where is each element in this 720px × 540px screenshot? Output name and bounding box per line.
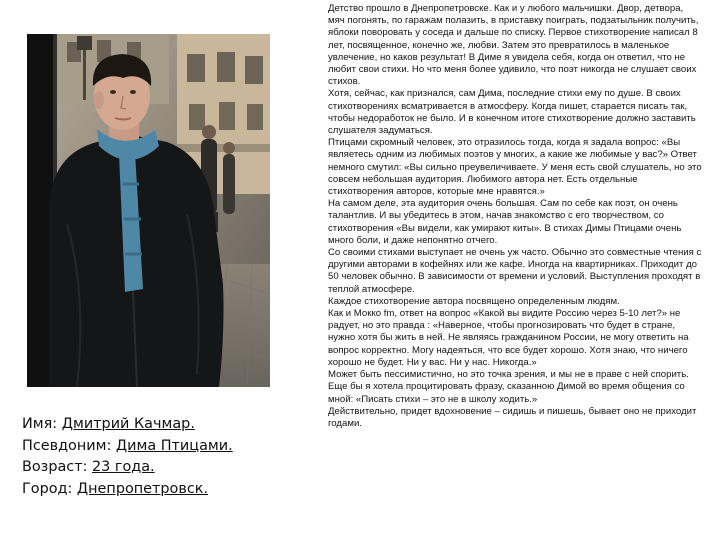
portrait-illustration [27,34,270,387]
age-label: Возраст: [22,459,88,475]
pseudonym-value: Дима Птицами. [115,437,233,454]
article-paragraph: На самом деле, эта аудитория очень большая. Сам по себе как поэт, он очень талантлив. И вы убедитесь в этом, начав знакомство с его творчеством, со стихотворения «Вы видели, как умирают киты». В стихах Димы Птицами очень много боли, и даже непонятно отчего. [328,198,682,246]
pseudonym-label: Псевдоним: [22,437,112,454]
profile-age-line [22,457,272,479]
portrait-photo [27,34,270,387]
age-value: 23 года. [92,459,155,475]
city-label: Город: [22,480,73,497]
article-paragraph: Птицами скромный человек, это отразилось тогда, когда я задала вопрос: «Вы являетесь одним из любимых поэтов у многих, а какие же любимые у вас?» Ответ немного смутил: «Вы сильно преувеличиваете. У меня есть свой слушатель, но это совсем небольшая аудитория. Любимого автора нет. Есть отдельные стихотворения авторов, которые мне нравятся.» [328,137,702,198]
profile-info [22,414,272,500]
profile-city-line [22,479,272,501]
article-paragraph: Детство прошло в Днепропетровске. Как и у любого мальчишки. Двор, детвора, мяч погонять, по гаражам полазить, в приставку поиграть, подзатыльник получить, яблоки поворовать у соседа и дальше по списку. Первое стихотворение написал 8 лет, посвященное, конечно же, любви. Затем это превратилось в маленькое увлечение, но каков результат! В Диме я увидела себя, когда он ответил, что не любит свои стихи. Но что меня более удивило, что поэт никогда не слушает своих стихов. [328,3,699,88]
article-paragraph: Хотя, сейчас, как признался, сам Дима, последние стихи ему по душе. В своих стихотворениях всматривается в атмосферу. Когда пишет, старается писать так, чтобы недоработок не было. И в конечном итоге стихотворение должно заставить слушателя задуматься. [328,88,696,137]
article-paragraph: Еще бы я хотела процитировать фразу, сказанною Димой во время общения со мной: «Писать стихи – это не в школу ходить.» [328,381,685,405]
profile-pseudonym-line [22,436,272,458]
name-label: Имя: [22,416,58,432]
name-value: Дмитрий Качмар. [61,416,195,432]
article-paragraph: Может быть пессимистично, но это точка зрения, и мы не в праве с ней спорить. [328,369,689,381]
article-paragraph: Как и Мокко fm, ответ на вопрос «Какой вы видите Россию через 5-10 лет?» не радует, но это правда : «Наверное, чтобы прогнозировать что будет в стране, нужно хотя бы жить в ней. Не являясь гражданином России, не могу ответить на вопрос корректно. Могу надеяться, что все будет хорошо. Хотя знаю, что ничего хорошо не будет. Ни у вас. Ни у нас. Никогда.» [328,308,689,368]
city-value: Днепропетровск. [76,480,209,497]
article-body [328,3,702,430]
article-paragraph: Со своими стихами выступает не очень уж часто. Обычно это совместные чтения с другими авторами в кофейнях или же кафе. Иногда на квартирниках. Приходит до 50 человек обычно. В зависимости от времени и условий. Выступления проходят в теплой атмосфере. [328,247,702,295]
article-paragraph: Действительно, придет вдохновение – сидишь и пишешь, бывает оно не приходит годами. [328,405,697,429]
profile-name-line [22,414,272,436]
article-paragraph: Каждое стихотворение автора посвящено определенным людям. [328,295,620,307]
